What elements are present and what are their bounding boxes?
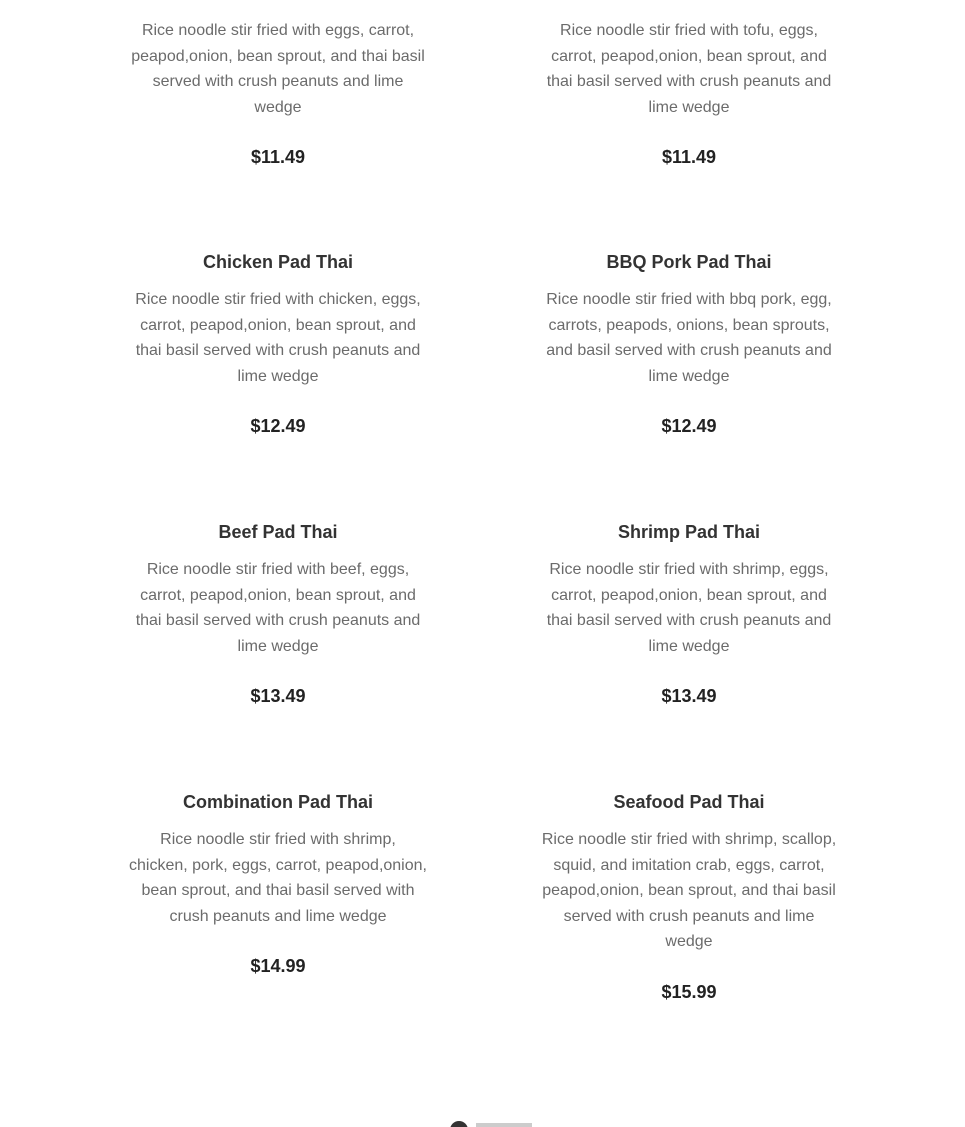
menu-item (123, 521, 433, 707)
menu-item-price: $11.49 (661, 147, 717, 168)
menu-item-price: $15.99 (661, 981, 717, 1002)
menu-item-description: Rice noodle stir fried with shrimp, eggs, carrot, peapod,onion, bean sprout, and thai basil served with crush peanuts and lime wedge (546, 561, 832, 655)
menu-item-title: Combination Pad Thai (182, 792, 373, 812)
menu-item-price: $12.49 (661, 416, 717, 437)
footer-logo (450, 1121, 540, 1127)
menu-item-description: Rice noodle stir fried with tofu, eggs, carrot, peapod,onion, bean sprout, and thai basil served with crush peanuts and lime wedge (546, 22, 832, 116)
menu-item (534, 791, 844, 1003)
menu-item (534, 251, 844, 437)
menu-item (123, 251, 433, 437)
menu-item-description: Rice noodle stir fried with eggs, carrot, peapod,onion, bean sprout, and thai basil served with crush peanuts and lime wedge (131, 22, 425, 116)
menu-item-description: Rice noodle stir fried with bbq pork, egg, carrots, peapods, onions, bean sprouts, and basil served with crush peanuts and lime wedge (546, 291, 832, 385)
menu-item (123, 18, 433, 168)
menu-item-title: Seafood Pad Thai (613, 792, 765, 812)
menu-item-description: Rice noodle stir fried with beef, eggs, carrot, peapod,onion, bean sprout, and thai basil served with crush peanuts and lime wedge (135, 561, 421, 655)
footer-logo-text (476, 1123, 532, 1127)
menu-item-price: $14.99 (250, 956, 306, 977)
menu-item-title: Shrimp Pad Thai (617, 522, 761, 542)
menu-item-title: BBQ Pork Pad Thai (606, 252, 772, 272)
menu-item-price: $12.49 (250, 416, 306, 437)
menu-item-description: Rice noodle stir fried with shrimp, scallop, squid, and imitation crab, eggs, carrot, peapod,onion, bean sprout, and thai basil served with crush peanuts and lime wedge (541, 831, 837, 951)
menu-item (534, 521, 844, 707)
logo-icon (450, 1121, 468, 1127)
menu-item (123, 791, 433, 977)
menu-item-title: Chicken Pad Thai (202, 252, 354, 272)
menu-item-price: $11.49 (250, 147, 306, 168)
menu-item (534, 18, 844, 168)
menu-item-title: Beef Pad Thai (218, 522, 338, 542)
menu-item-price: $13.49 (661, 686, 717, 707)
menu-item-price: $13.49 (250, 686, 306, 707)
menu-item-description: Rice noodle stir fried with shrimp, chicken, pork, eggs, carrot, peapod,onion, bean sprout, and thai basil served with crush peanuts and lime wedge (129, 831, 427, 925)
menu-item-description: Rice noodle stir fried with chicken, eggs, carrot, peapod,onion, bean sprout, and thai basil served with crush peanuts and lime wedge (135, 291, 421, 385)
